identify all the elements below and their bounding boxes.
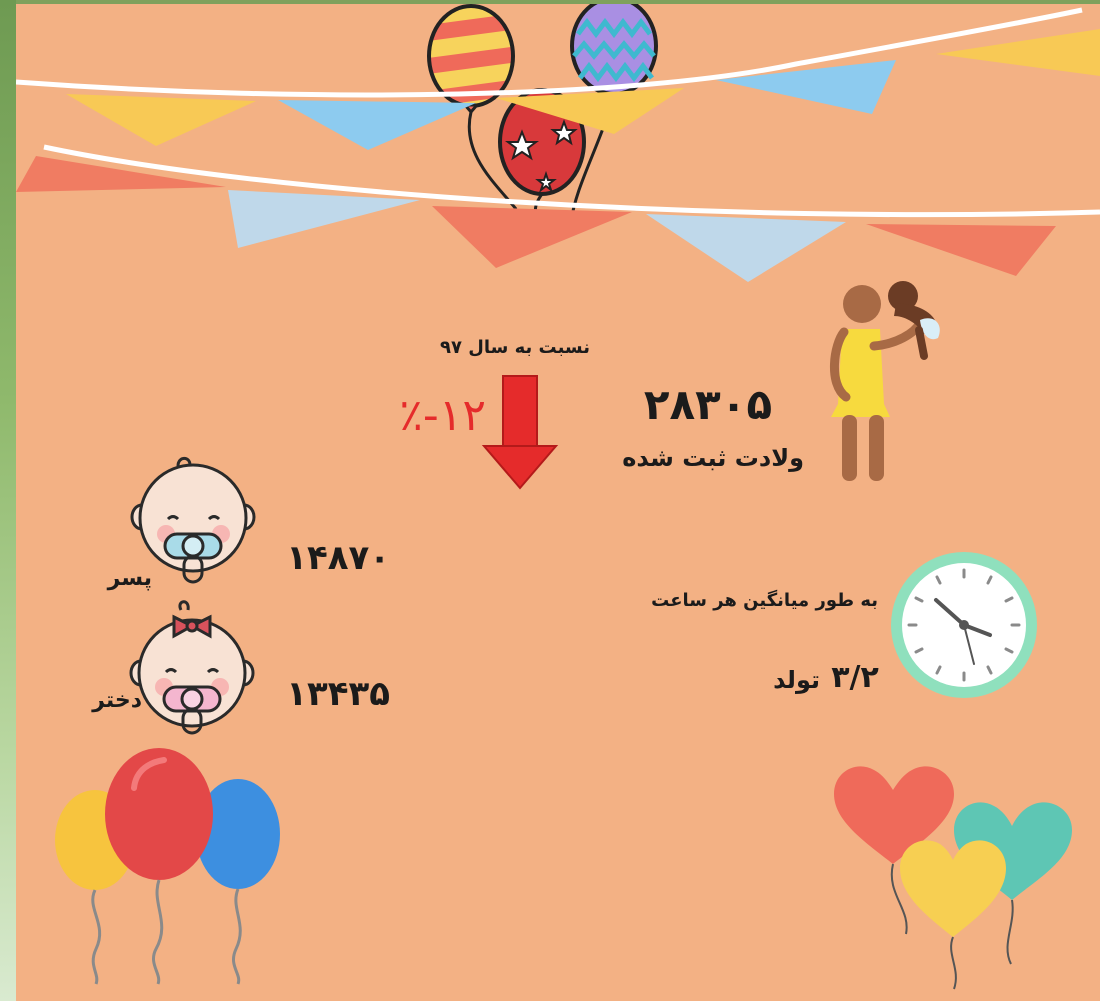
comparison-label: نسبت به سال ۹۷ xyxy=(439,337,590,358)
infographic-poster xyxy=(16,4,1100,1001)
hourly-births-unit: تولد xyxy=(773,666,820,694)
hourly-average-label: به طور میانگین هر ساعت xyxy=(651,590,878,611)
total-births-label: ولادت ثبت شده xyxy=(622,444,804,472)
boys-label: پسر xyxy=(107,566,152,591)
hourly-births-value: ۳/۲ xyxy=(831,660,879,695)
girls-count: ۱۳۴۳۵ xyxy=(286,674,390,714)
change-percentage: ٪-۱۲ xyxy=(399,390,486,441)
boys-count: ۱۴۸۷۰ xyxy=(286,538,390,578)
girls-label: دختر xyxy=(92,688,142,713)
frame-left-strip xyxy=(0,0,16,1001)
total-births-value: ۲۸۳۰۵ xyxy=(643,380,773,429)
heart-balloons-icon xyxy=(16,4,1100,1001)
